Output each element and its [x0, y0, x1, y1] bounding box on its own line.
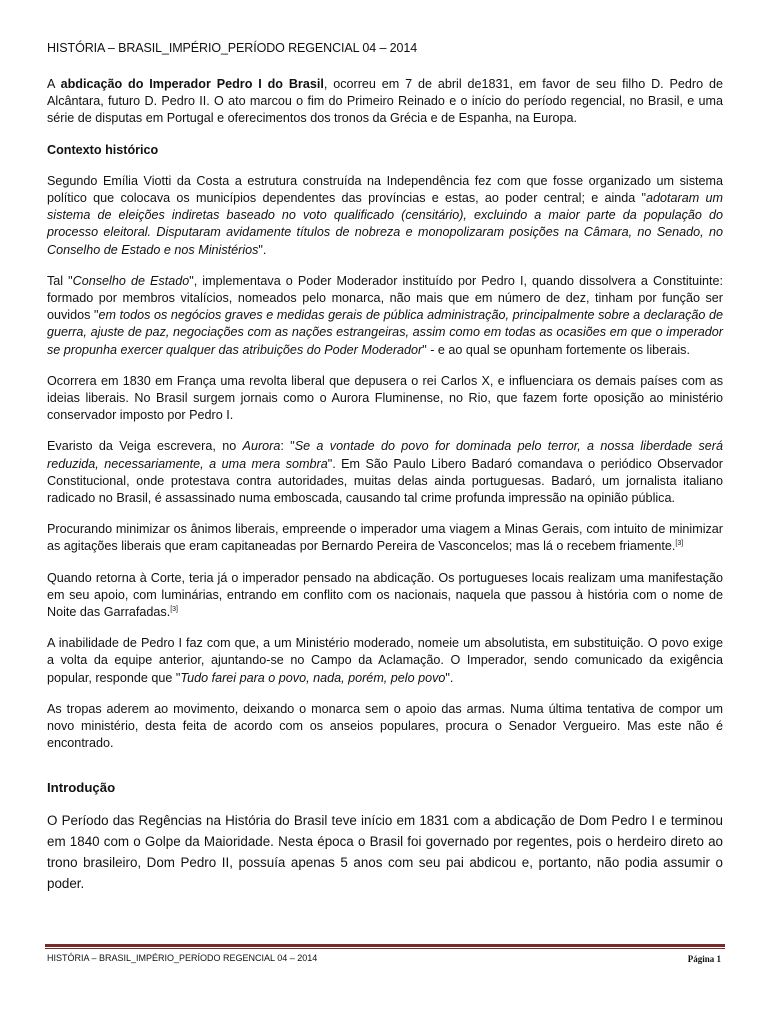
quoted-text: Se a vontade do povo for dominada pelo terror, a nossa liberdade será reduzida, necessariamente, a uma mera sombra: [47, 439, 724, 471]
page-number: [688, 954, 721, 964]
paragraph-noite-garrafadas: [47, 570, 723, 622]
paragraph-revolta-1830: Ocorrera em 1830 em França uma revolta liberal que depusera o rei Carlos X, e influenciara os demais países com as ideias liberais. No Brasil surgem jornais como o Aurora Fluminense, no Rio, que fazem forte oposição ao ministério conservador imposto por Pedro I.: [47, 373, 723, 423]
page-number-label: Página 1: [687, 954, 721, 964]
paragraph-tropas: As tropas aderem ao movimento, deixando o monarca sem o apoio das armas. Numa última tentativa de compor um novo ministério, desta feita de acordo com os anseios populares, procura o Senador Vergueiro. Mas este não é encontrado.: [47, 701, 723, 751]
footnote-ref[interactable]: [3]: [170, 606, 178, 614]
bold-term: abdicação do Imperador Pedro I do Brasil: [60, 77, 324, 91]
section-heading-contexto: Contexto histórico: [47, 142, 159, 157]
page-header-title: HISTÓRIA – BRASIL_IMPÉRIO_PERÍODO REGENCIAL 04 – 2014: [47, 41, 418, 55]
footer-rule-thin: [45, 948, 725, 949]
paragraph-inabilidade: [47, 635, 723, 687]
paragraph-conselho-estado: [47, 273, 723, 359]
text-run: Evaristo da Veiga escrevera, no: [47, 439, 243, 454]
text-run: ", implementava o Poder Moderador instituído por Pedro I, quando dissolvera a Constituinte: formado por membros vitalícios, nomeados pelo monarca, não mais que em número de dez, tinham por função ser ouvidos ": [47, 273, 723, 323]
text-run: : ": [280, 439, 295, 454]
text-run: Quando retorna à Corte, teria já o imperador pensado na abdicação. Os portugueses locais realizam uma manifestação em seu apoio, com luminárias, entrando em conflito com os nacionais, naquela que passou à história com o nome de Noite das Garrafadas.: [47, 570, 723, 620]
text-run: ".: [445, 670, 454, 685]
quoted-text: adotaram um sistema de eleições indiretas baseado no voto qualificado (censitário), excluindo a maior parte da população do processo eleitoral. Disputaram avidamente títulos de nobreza e monopolizaram posições na Câmara, no Senado, no Conselho de Estado e nos Ministérios: [47, 191, 723, 257]
footer-rule: [45, 944, 725, 947]
text-run: ". Em São Paulo Libero Badaró comandava o periódico Observador Constitucional, onde protestava contra autoridades, muitas delas ainda portuguesas. Badaró, um jornalista italiano radicado no Brasil, é assassinado numa emboscada, causando tal crime profunda impressão na opinião pública.: [47, 456, 723, 506]
document-body: [47, 76, 723, 908]
text-run: Tal ": [47, 273, 73, 288]
paragraph-introducao: O Período das Regências na História do Brasil teve início em 1831 com a abdicação de Dom Pedro I e terminou em 1840 com o Golpe da Maioridade. Nesta época o Brasil foi governado por regentes, pois o herdeiro direto ao trono brasileiro, Dom Pedro II, possuía apenas 5 anos com seu pai abdicou e, portanto, não podia assumir o poder.: [47, 812, 723, 891]
text-run: Segundo Emília Viotti da Costa a estrutura construída na Independência fez com que fosse organizado um sistema político que colocava os municípios dependentes das províncias e estas, ao poder central; e ainda ": [47, 173, 723, 206]
paragraph-abdicacao: [47, 76, 723, 128]
text-run: " - e ao qual se opunham fortemente os liberais.: [422, 342, 690, 357]
text-run: ".: [258, 242, 267, 257]
footnote-ref[interactable]: [3]: [675, 540, 684, 548]
quoted-text: Tudo farei para o povo, nada, porém, pelo povo: [180, 670, 446, 685]
quoted-text: em todos os negócios graves e medidas gerais de pública administração, principalmente sobre a declaração de guerra, ajuste de paz, negociações com as nações estrangeiras, assim como em todas as ocasiões em que o imperador se propunha exercer qualquer das atribuições do Poder Moderador: [47, 308, 723, 357]
paragraph-minas-gerais: [47, 521, 723, 555]
text-run: Procurando minimizar os ânimos liberais, empreende o imperador uma viagem a Minas Gerais, com intuito de minimizar as agitações liberais que eram capitaneadas por Bernardo Pereira de Vasconcelos; mas lá o recebem friamente.: [47, 522, 723, 554]
text-run: , ocorreu em 7 de abril de1831, em favor de seu filho D. Pedro de Alcântara, futuro D. Pedro II. O ato marcou o fim do Primeiro Reinado e o início do período regencial, no Brasil, e uma série de disputas em Portugal e oferecimentos dos tronos da Grécia e de Espanha, na Europa.: [47, 77, 723, 126]
text-run: A inabilidade de Pedro I faz com que, a um Ministério moderado, nomeie um absolutista, em substituição. O povo exige a volta da equipe anterior, ajuntando-se no Campo da Aclamação. O Imperador, sendo comunicado da exigência popular, responde que ": [47, 636, 723, 685]
footer-title: HISTÓRIA – BRASIL_IMPÉRIO_PERÍODO REGENCIAL 04 – 2014: [47, 953, 318, 963]
text-run: A: [47, 77, 61, 91]
paragraph-evaristo-veiga: [47, 438, 723, 507]
paragraph-emilia-viotti: [47, 173, 723, 259]
section-heading-introducao: Introdução: [47, 779, 116, 795]
quoted-text: Conselho de Estado: [72, 273, 190, 288]
quoted-text: Aurora: [242, 439, 281, 454]
